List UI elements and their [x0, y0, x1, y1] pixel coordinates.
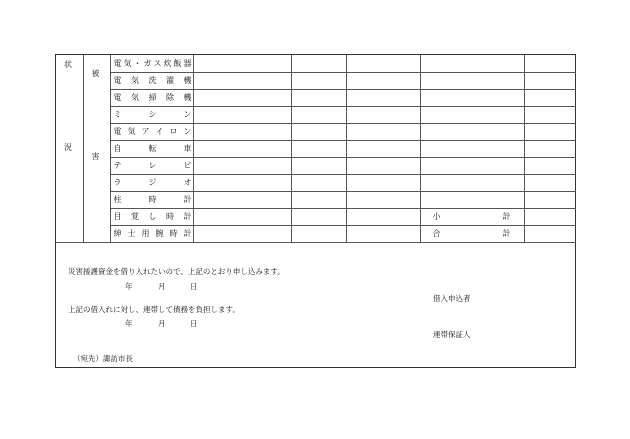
- entry-cell[interactable]: [346, 72, 420, 89]
- entry-cell[interactable]: [524, 55, 576, 72]
- table-row: [56, 72, 576, 89]
- total-label-cell: [420, 225, 524, 242]
- entry-cell[interactable]: [291, 72, 346, 89]
- item-name-cell: [110, 208, 193, 225]
- entry-cell[interactable]: [420, 174, 524, 191]
- entry-cell[interactable]: [291, 123, 346, 140]
- entry-cell[interactable]: [524, 225, 576, 242]
- table-row: [56, 174, 576, 191]
- entry-cell[interactable]: [193, 140, 291, 157]
- entry-cell[interactable]: [291, 191, 346, 208]
- entry-cell[interactable]: [420, 157, 524, 174]
- guarantee-statement: 上記の借入れに対し、連帯して債務を負担します。: [68, 305, 240, 314]
- item-name-cell: [110, 225, 193, 242]
- entry-cell[interactable]: [420, 140, 524, 157]
- guarantee-date-year: 年: [125, 319, 133, 328]
- entry-cell[interactable]: [524, 89, 576, 106]
- item-name: 自 転 車: [113, 144, 192, 153]
- item-name-cell: [110, 72, 193, 89]
- entry-cell[interactable]: [193, 55, 291, 72]
- item-name-cell: [110, 174, 193, 191]
- damage-table: [56, 55, 576, 243]
- subtotal-label-cell: [420, 208, 524, 225]
- item-name-cell: [110, 140, 193, 157]
- application-statement: 災害援護資金を借り入れたいので、上記のとおり申し込みます。: [68, 267, 285, 276]
- entry-cell[interactable]: [291, 157, 346, 174]
- entry-cell[interactable]: [420, 89, 524, 106]
- entry-cell[interactable]: [420, 55, 524, 72]
- item-name: テ レ ビ: [113, 161, 192, 170]
- guarantor-label: 連帯保証人: [433, 330, 471, 339]
- entry-cell[interactable]: [420, 123, 524, 140]
- table-row: [56, 55, 576, 72]
- application-date-year: 年: [125, 282, 133, 291]
- damage-label-bottom: 害: [91, 152, 100, 161]
- entry-cell[interactable]: [524, 208, 576, 225]
- table-row: [56, 157, 576, 174]
- entry-cell[interactable]: [193, 72, 291, 89]
- application-form: [55, 54, 576, 368]
- item-name: 電 気 ・ ガ ス 炊 飯 器: [113, 58, 192, 68]
- entry-cell[interactable]: [524, 72, 576, 89]
- guarantee-date-day: 日: [190, 319, 198, 328]
- entry-cell[interactable]: [524, 157, 576, 174]
- entry-cell[interactable]: [346, 89, 420, 106]
- item-name: ラ ジ オ: [113, 178, 192, 187]
- item-name-cell: [110, 191, 193, 208]
- entry-cell[interactable]: [193, 106, 291, 123]
- item-name: 電 気 洗 濯 機: [113, 76, 192, 85]
- table-row: [56, 140, 576, 157]
- item-name: 柱 時 計: [113, 195, 192, 204]
- entry-cell[interactable]: [346, 123, 420, 140]
- entry-cell[interactable]: [193, 89, 291, 106]
- entry-cell[interactable]: [420, 191, 524, 208]
- item-name: 電 気 掃 除 機: [113, 93, 192, 102]
- application-date-day: 日: [190, 282, 198, 291]
- item-name: ミ シ ン: [113, 110, 192, 119]
- entry-cell[interactable]: [193, 191, 291, 208]
- entry-cell[interactable]: [346, 157, 420, 174]
- item-name: 紳 士 用 腕 時 計: [113, 229, 192, 238]
- entry-cell[interactable]: [420, 72, 524, 89]
- entry-cell[interactable]: [193, 208, 291, 225]
- table-row: [56, 106, 576, 123]
- entry-cell[interactable]: [346, 191, 420, 208]
- subtotal-label: 小 計: [432, 212, 511, 221]
- application-date-month: 月: [158, 282, 166, 291]
- entry-cell[interactable]: [346, 55, 420, 72]
- table-row: [56, 123, 576, 140]
- item-name: 目 覚 し 時 計: [113, 212, 192, 221]
- status-label-bottom: 況: [64, 143, 72, 152]
- entry-cell[interactable]: [291, 55, 346, 72]
- entry-cell[interactable]: [524, 123, 576, 140]
- entry-cell[interactable]: [291, 174, 346, 191]
- item-name-cell: [110, 123, 193, 140]
- entry-cell[interactable]: [524, 106, 576, 123]
- item-name: 電 気 ア イ ロ ン: [113, 127, 192, 136]
- entry-cell[interactable]: [524, 191, 576, 208]
- item-name-cell: [110, 89, 193, 106]
- status-column: [56, 55, 83, 242]
- applicant-label: 借入申込者: [433, 294, 471, 303]
- damage-label-top: 被: [91, 69, 100, 78]
- table-row: [56, 225, 576, 242]
- entry-cell[interactable]: [524, 140, 576, 157]
- item-name-cell: [110, 157, 193, 174]
- total-label: 合 計: [432, 229, 511, 238]
- entry-cell[interactable]: [291, 106, 346, 123]
- guarantee-date-month: 月: [158, 319, 166, 328]
- entry-cell[interactable]: [193, 157, 291, 174]
- entry-cell[interactable]: [346, 208, 420, 225]
- status-label-top: 状: [64, 60, 72, 69]
- entry-cell[interactable]: [193, 174, 291, 191]
- table-row: [56, 208, 576, 225]
- entry-cell[interactable]: [524, 174, 576, 191]
- entry-cell[interactable]: [291, 89, 346, 106]
- entry-cell[interactable]: [346, 106, 420, 123]
- table-row: [56, 191, 576, 208]
- table-row: [56, 89, 576, 106]
- entry-cell[interactable]: [193, 225, 291, 242]
- addressee: （宛先）諏訪市長: [73, 354, 133, 363]
- entry-cell[interactable]: [291, 140, 346, 157]
- damage-column: [83, 55, 110, 242]
- entry-cell[interactable]: [193, 123, 291, 140]
- entry-cell[interactable]: [291, 225, 346, 242]
- entry-cell[interactable]: [291, 208, 346, 225]
- item-name-cell: [110, 106, 193, 123]
- item-name-cell: [110, 55, 193, 72]
- entry-cell[interactable]: [420, 106, 524, 123]
- entry-cell[interactable]: [346, 174, 420, 191]
- entry-cell[interactable]: [346, 140, 420, 157]
- entry-cell[interactable]: [346, 225, 420, 242]
